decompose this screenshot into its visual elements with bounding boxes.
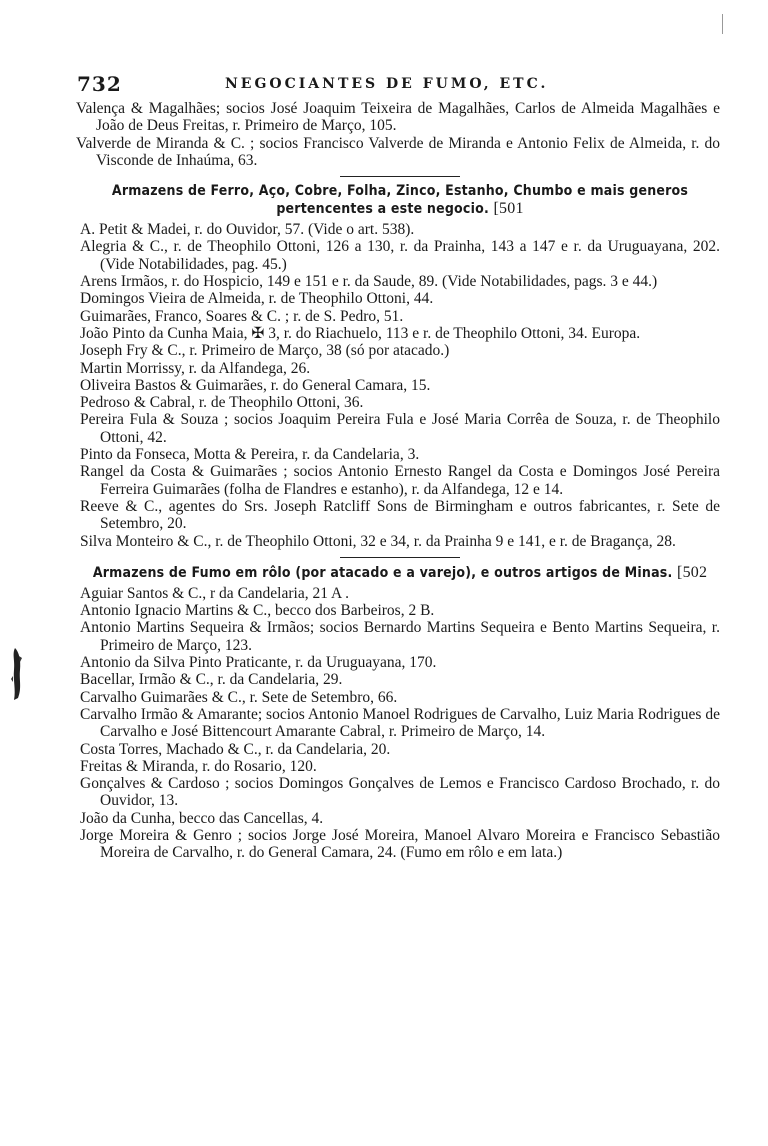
section-divider xyxy=(340,557,460,558)
list-item: Costa Torres, Machado & C., r. da Candelaria, 20. xyxy=(80,740,391,758)
list-item: Oliveira Bastos & Guimarães, r. do General Camara, 15. xyxy=(80,376,431,394)
list-item: Freitas & Miranda, r. do Rosario, 120. xyxy=(80,757,317,775)
section-divider xyxy=(340,176,460,177)
list-item: Carvalho Irmão & Amarante; socios Antonio Manoel Rodrigues de Carvalho, Luiz Maria Rodrigues de Carvalho e José Bittencourt Amarante Cabral, r. Primeiro de Março, 14. xyxy=(80,705,720,741)
list-item: Carvalho Guimarães & C., r. Sete de Setembro, 66. xyxy=(80,688,398,706)
list-item: Antonio Ignacio Martins & C., becco dos Barbeiros, 2 B. xyxy=(80,602,435,620)
list-item: A. Petit & Madei, r. do Ouvidor, 57. (Vide o art. 538). xyxy=(80,221,415,239)
list-item: Reeve & C., agentes do Srs. Joseph Ratcliff Sons de Birmingham e outros fabricantes, r. Sete de Setembro, 20. xyxy=(80,497,720,533)
list-item: Aguiar Santos & C., r da Candelaria, 21 A . xyxy=(80,584,350,602)
section-heading-text: Armazens de Ferro, Aço, Cobre, Folha, Zinco, Estanho, Chumbo e mais generos pertencentes a este negocio. xyxy=(111,183,689,218)
list-item: Joseph Fry & C., r. Primeiro de Março, 38 (só por atacado.) xyxy=(80,342,450,360)
section-heading-armazens-ferro xyxy=(80,183,720,218)
section-heading-text: Armazens de Fumo em rôlo (por atacado e a varejo), e outros artigos de Minas. xyxy=(92,564,673,581)
section-ref-number: [502 xyxy=(677,563,708,581)
list-item: Pinto da Fonseca, Motta & Pereira, r. da Candelaria, 3. xyxy=(80,446,420,464)
list-item: Domingos Vieira de Almeida, r. de Theophilo Ottoni, 44. xyxy=(80,290,434,308)
margin-stamp-icon xyxy=(10,646,24,702)
list-item: Antonio Martins Sequeira & Irmãos; socios Bernardo Martins Sequeira e Bento Martins Sequeira, r. Primeiro de Março, 123. xyxy=(80,619,720,654)
list-item: João Pinto da Cunha Maia, ✠ 3, r. do Riachuelo, 113 e r. de Theophilo Ottoni, 34. Europa. xyxy=(80,324,641,342)
continuation-entry: Valença & Magalhães; socios José Joaquim Teixeira de Magalhães, Carlos de Almeida Magalhães e João de Deus Freitas, r. Primeiro de Março, 105. xyxy=(76,100,720,135)
list-item: Silva Monteiro & C., r. de Theophilo Ottoni, 32 e 34, r. da Prainha 9 e 141, e r. de Bragança, 28. xyxy=(80,532,676,550)
list-item: Guimarães, Franco, Soares & C. ; r. de S. Pedro, 51. xyxy=(80,307,404,325)
section-heading-armazens-fumo xyxy=(80,564,720,582)
list-item: Alegria & C., r. de Theophilo Ottoni, 126 a 130, r. da Prainha, 143 a 147 e r. da Uruguayana, 202. (Vide Notabilidades, pag. 45.) xyxy=(80,238,720,273)
scan-mark xyxy=(722,14,723,34)
page-header xyxy=(77,72,757,96)
list-item: Pedroso & Cabral, r. de Theophilo Ottoni, 36. xyxy=(80,394,364,412)
running-title: NEGOCIANTES DE FUMO, ETC. xyxy=(225,76,549,92)
continuation-entry: Valverde de Miranda & C. ; socios Francisco Valverde de Miranda e Antonio Felix de Almeida, r. do Visconde de Inhaúma, 63. xyxy=(76,134,720,169)
list-item: Arens Irmãos, r. do Hospicio, 149 e 151 e r. da Saude, 89. (Vide Notabilidades, pags. 3 e 44.) xyxy=(80,273,658,291)
list-item: Antonio da Silva Pinto Praticante, r. da Uruguayana, 170. xyxy=(80,654,437,672)
list-item: João da Cunha, becco das Cancellas, 4. xyxy=(80,809,324,827)
list-item: Gonçalves & Cardoso ; socios Domingos Gonçalves de Lemos e Francisco Cardoso Brochado, r. do Ouvidor, 13. xyxy=(80,775,720,810)
list-item: Jorge Moreira & Genro ; socios Jorge José Moreira, Manoel Alvaro Moreira e Francisco Sebastião Moreira de Carvalho, r. do General Camara, 24. (Fumo em rôlo e em lata.) xyxy=(80,826,720,862)
list-item: Rangel da Costa & Guimarães ; socios Antonio Ernesto Rangel da Costa e Domingos José Pereira Ferreira Guimarães (folha de Flandres e estanho), r. da Alfandega, 12 e 14. xyxy=(80,463,720,498)
list-item: Pereira Fula & Souza ; socios Joaquim Pereira Fula e José Maria Corrêa de Souza, r. de Theophilo Ottoni, 42. xyxy=(80,411,720,446)
directory-content xyxy=(76,100,720,862)
page-number: 732 xyxy=(77,72,122,96)
section-ref-number: [501 xyxy=(493,200,524,218)
list-item: Bacellar, Irmão & C., r. da Candelaria, 29. xyxy=(80,671,343,689)
list-item: Martin Morrissy, r. da Alfandega, 26. xyxy=(80,359,311,377)
